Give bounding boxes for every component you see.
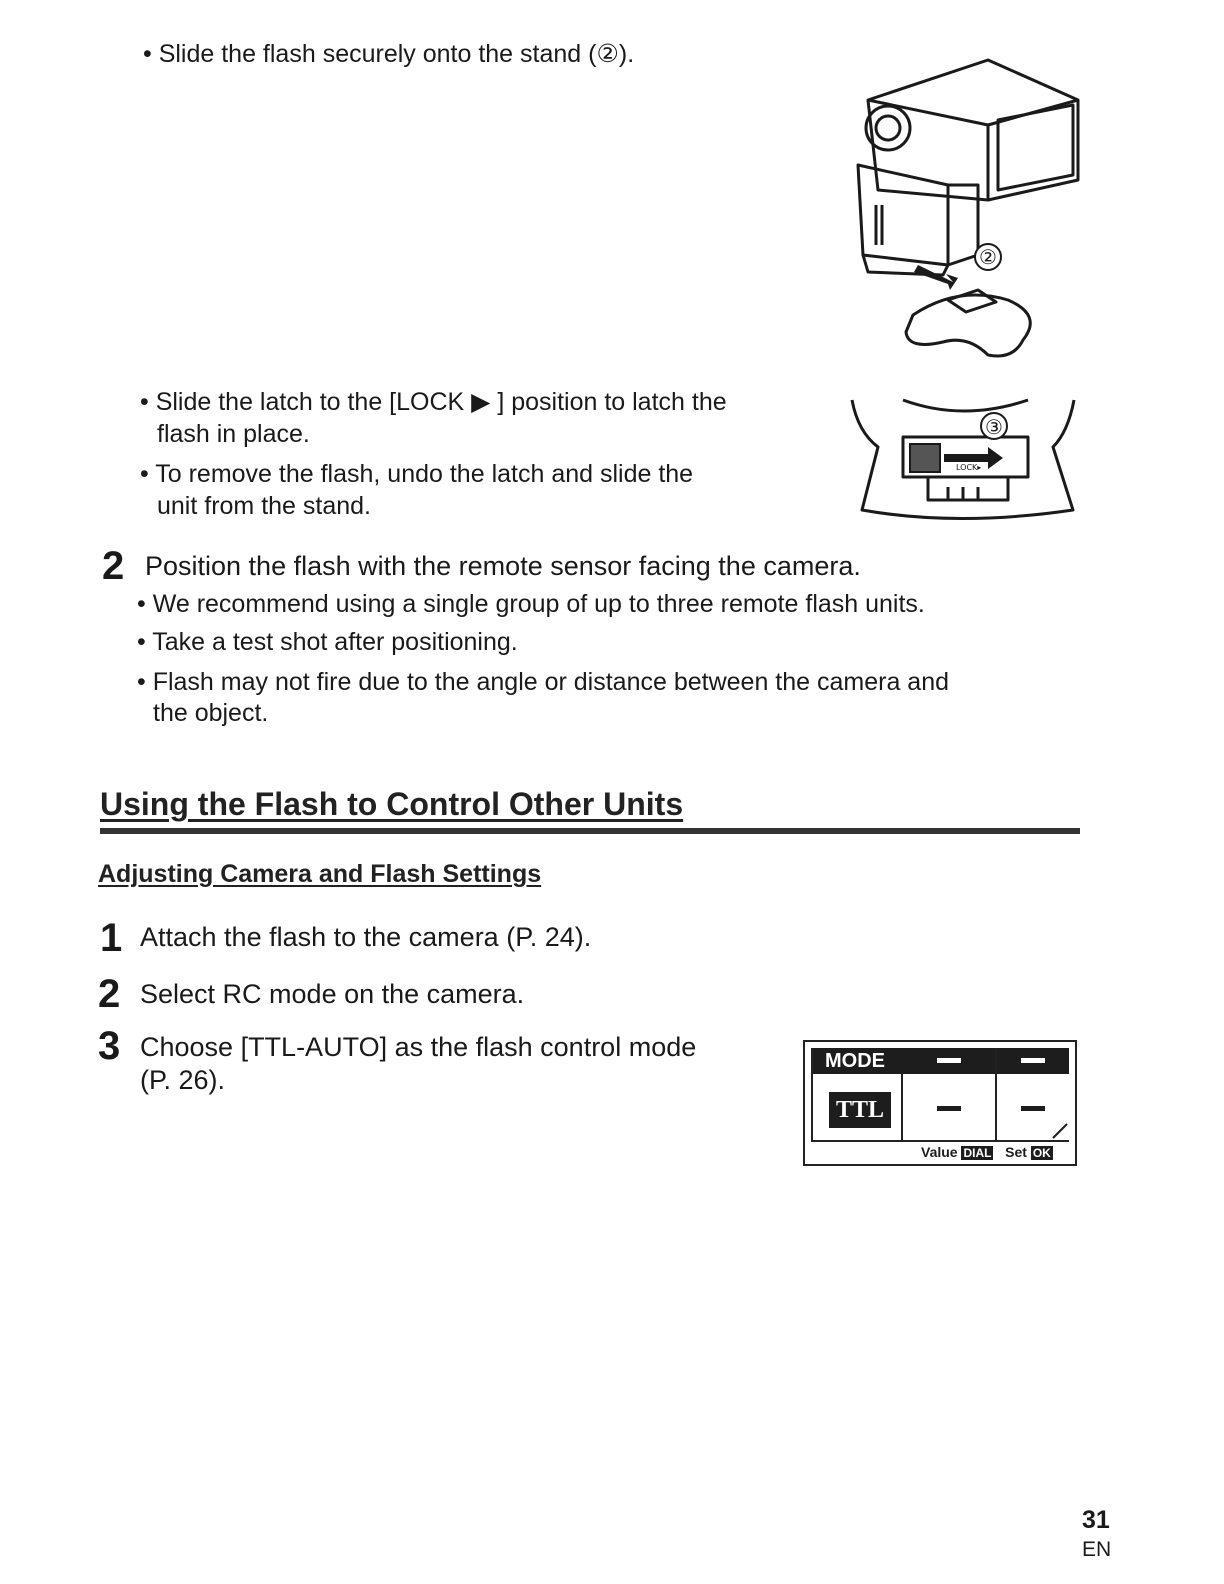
lcd-group-column	[901, 1048, 997, 1140]
lcd-value-label: Value	[921, 1144, 958, 1160]
page-number: 31	[1082, 1506, 1110, 1534]
lcd-mode-label: MODE	[813, 1048, 901, 1074]
flash-stand	[906, 295, 1030, 356]
lcd-mode-column	[811, 1048, 903, 1140]
lcd-group-column	[997, 1048, 1069, 1140]
step-text: Position the flash with the remote sensor facing the camera.	[145, 551, 861, 581]
slide-arrow-icon	[914, 265, 958, 290]
lcd-ok-badge: OK	[1032, 1146, 1051, 1160]
page-corner-icon	[1051, 1122, 1069, 1140]
bullet-may-not-fire-cont: the object.	[153, 699, 269, 727]
callout-2: ②	[979, 245, 997, 269]
lcd-panel	[803, 1040, 1077, 1166]
step-text: Select RC mode on the camera.	[140, 979, 525, 1009]
page-language: EN	[1082, 1538, 1112, 1561]
lcd-dash	[937, 1106, 961, 1111]
latch-illustration	[848, 392, 1078, 524]
step-number: 2	[102, 544, 125, 588]
bullet-slide-latch: • Slide the latch to the [LOCK ▶ ] position to latch the	[140, 388, 727, 416]
lcd-dash	[1021, 1106, 1045, 1111]
step-text: Choose [TTL-AUTO] as the flash control mode	[140, 1032, 697, 1062]
step-number: 3	[98, 1024, 121, 1068]
bullet-slide-latch-cont: flash in place.	[157, 420, 310, 448]
bullet-remove-flash: • To remove the flash, undo the latch and slide the	[140, 460, 694, 488]
bullet-may-not-fire: • Flash may not fire due to the angle or distance between the camera and	[137, 668, 950, 696]
subsection-title: Adjusting Camera and Flash Settings	[98, 860, 542, 888]
lcd-dash	[937, 1058, 961, 1063]
bullet-slide-onto-stand: • Slide the flash securely onto the stand (②).	[143, 40, 635, 68]
latch-knob	[910, 444, 940, 472]
lcd-set-label: Set	[1005, 1144, 1027, 1160]
bullet-remove-flash-cont: unit from the stand.	[157, 492, 372, 520]
lcd-dial-badge: DIAL	[963, 1146, 992, 1160]
lcd-ttl-label: TTL	[829, 1092, 891, 1128]
step-text: Attach the flash to the camera (P. 24).	[140, 922, 592, 952]
lock-label: LOCK▸	[956, 463, 982, 472]
flash-body	[858, 165, 948, 265]
section-title: Using the Flash to Control Other Units	[100, 786, 684, 822]
lcd-dash	[1021, 1058, 1045, 1063]
bullet-test-shot: • Take a test shot after positioning.	[137, 628, 518, 656]
step-text-cont: (P. 26).	[140, 1065, 226, 1095]
lcd-footer	[921, 1144, 1053, 1160]
step-number: 2	[98, 972, 121, 1016]
bullet-recommend-group: • We recommend using a single group of up to three remote flash units.	[137, 590, 925, 618]
section-rule	[100, 828, 1080, 834]
callout-3: ③	[985, 415, 1003, 439]
flash-on-stand-illustration	[838, 50, 1098, 370]
step-number: 1	[100, 916, 123, 960]
